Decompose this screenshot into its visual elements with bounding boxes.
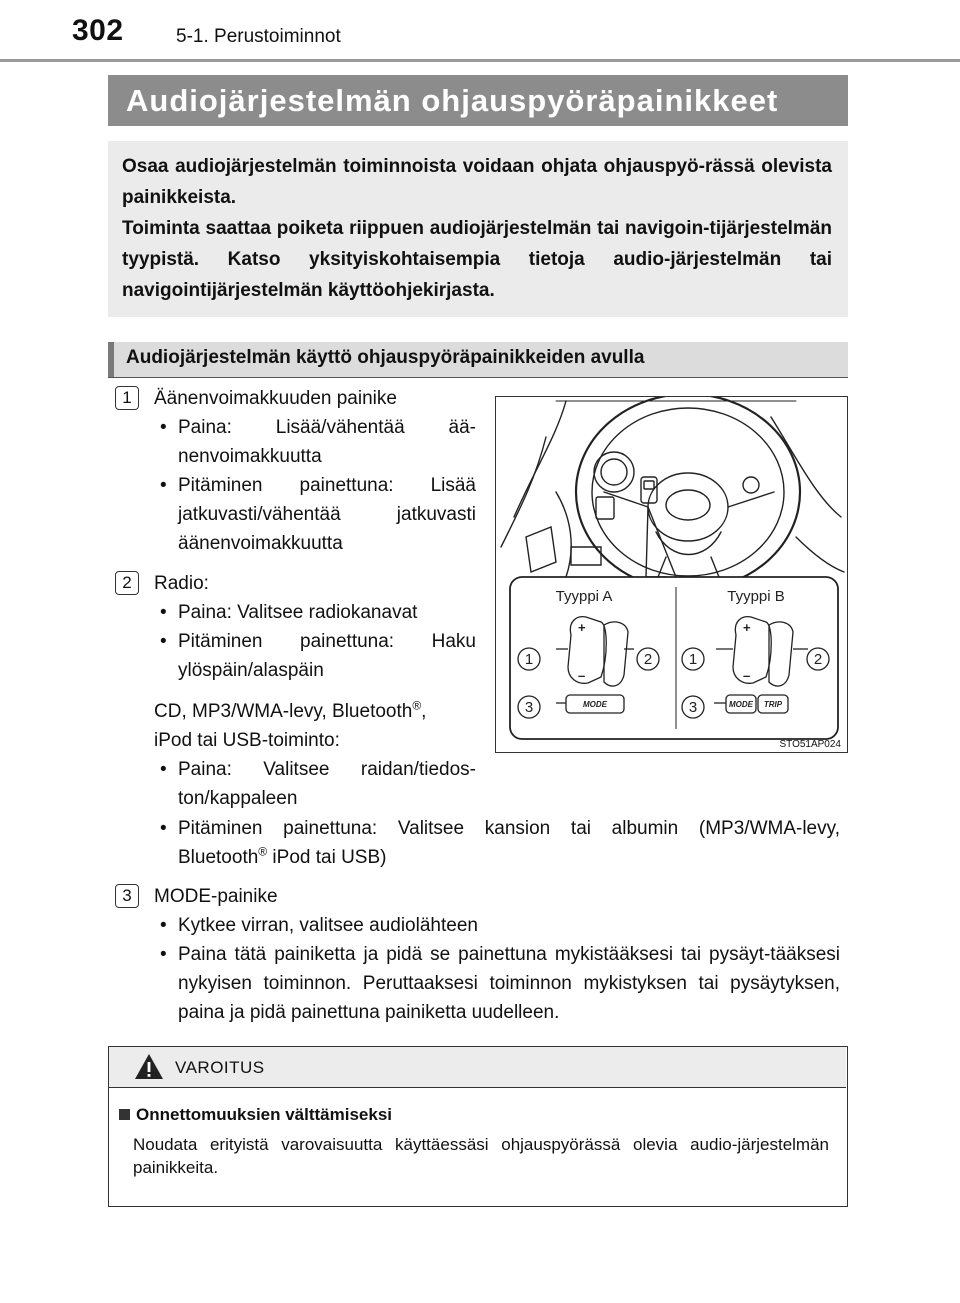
item-2-media-bullets: [154, 755, 476, 813]
item-2-media-bullet-1: • Paina: Valitsee raidan/tiedos-ton/kappaleen: [154, 755, 476, 813]
item-2-media-bullets-wide: [154, 814, 840, 872]
page-number: 302: [72, 14, 124, 47]
square-bullet-icon: [119, 1109, 130, 1120]
item-3-bullet-2: • Paina tätä painiketta ja pidä se painettuna mykistääksesi tai pysäyt-tääksesi nykyisen toiminnon. Peruttaaksesi toiminnon mykistyksen tai pysäytyksen, paina ja pidä painettuna painiketta uudelleen.: [154, 940, 840, 1027]
type-b-label: Tyyppi B: [727, 588, 785, 605]
svg-text:–: –: [743, 668, 751, 683]
item-1: [154, 384, 476, 558]
subsection-divider: [108, 377, 848, 378]
item-2-media: [154, 697, 476, 813]
warning-text: Noudata erityistä varovaisuutta käyttäessäsi ohjauspyörässä olevia audio-järjestelmän painikkeita.: [133, 1135, 829, 1177]
item-2-bullets: [154, 598, 476, 685]
media-title-text: CD, MP3/WMA-levy, Bluetooth: [154, 701, 413, 722]
mode-label-b: MODE: [729, 700, 753, 709]
registered-mark: ®: [412, 698, 422, 713]
item-2-media-bullet-2: [154, 814, 840, 872]
item-3-bullets: [154, 911, 840, 1027]
section-label: 5-1. Perustoiminnot: [176, 26, 341, 47]
type-a-label: Tyyppi A: [555, 588, 613, 605]
intro-paragraph-1: Osaa audiojärjestelmän toiminnoista voidaan ohjata ohjauspyö-rässä olevista painikkeista.: [122, 156, 832, 208]
item-2: [154, 569, 476, 685]
warning-triangle-icon: [133, 1052, 165, 1081]
media-bullet-2-text: Pitäminen painettuna: Valitsee kansion tai albumin (MP3/WMA-levy, Bluetooth: [178, 818, 840, 868]
item-1-badge: 1: [115, 386, 139, 410]
callout-b-3: 3: [688, 699, 698, 716]
item-2-media-title: [154, 697, 476, 726]
item-3: [154, 882, 840, 1027]
warning-subheading: [119, 1105, 392, 1125]
subsection-bar: [108, 342, 848, 377]
warning-subheading-text: Onnettomuuksien välttämiseksi: [136, 1105, 393, 1124]
callout-a-3: 3: [524, 699, 534, 716]
item-2-title: Radio:: [154, 573, 209, 594]
svg-text:–: –: [578, 668, 586, 683]
callout-a-2: 2: [643, 651, 653, 668]
page-title: Audiojärjestelmän ohjauspyöräpainikkeet: [126, 83, 779, 118]
callout-b-1: 1: [688, 651, 698, 668]
steering-wheel-illustration: [496, 397, 846, 751]
item-2-media-title-line2: iPod tai USB-toiminto:: [154, 730, 340, 751]
item-3-title: MODE-painike: [154, 886, 278, 907]
mode-label-a: MODE: [583, 700, 607, 709]
trip-label-b: TRIP: [763, 700, 783, 709]
media-bullet-2-tail: iPod tai USB): [267, 847, 387, 868]
item-1-title: Äänenvoimakkuuden painike: [154, 388, 397, 409]
item-1-bullets: [154, 413, 476, 558]
item-2-media-wide: [154, 814, 840, 872]
item-2-badge: 2: [115, 571, 139, 595]
svg-text:+: +: [743, 620, 751, 635]
header-divider: [0, 59, 960, 62]
subsection-title: Audiojärjestelmän käyttö ohjauspyöräpainikkeiden avulla: [126, 347, 645, 368]
item-1-bullet-1: • Paina: Lisää/vähentää ää-nenvoimakkuutta: [154, 413, 476, 471]
svg-text:+: +: [578, 620, 586, 635]
warning-header: [109, 1047, 846, 1088]
item-2-bullet-2: • Pitäminen painettuna: Haku ylöspäin/alaspäin: [154, 627, 476, 685]
item-3-badge: 3: [115, 884, 139, 908]
registered-mark-2: ®: [258, 844, 268, 859]
intro-text: [122, 151, 832, 306]
item-1-bullet-2: • Pitäminen painettuna: Lisää jatkuvasti/vähentää jatkuvasti äänenvoimakkuutta: [154, 471, 476, 558]
media-title-comma: ,: [421, 701, 427, 722]
title-bar: [108, 75, 848, 126]
callout-a-1: 1: [524, 651, 534, 668]
warning-label: VAROITUS: [175, 1058, 265, 1077]
item-3-bullet-1: • Kytkee virran, valitsee audiolähteen: [154, 911, 840, 940]
intro-paragraph-2: Toiminta saattaa poiketa riippuen audiojärjestelmän tai navigoin-tijärjestelmän tyypistä. Katso yksityiskohtaisempia tietoja audio-järjestelmän tai navigointijärjestelmän käyttöohjekirjasta.: [122, 218, 832, 301]
item-2-bullet-1: • Paina: Valitsee radiokanavat: [154, 598, 476, 627]
intro-box: [108, 141, 848, 317]
figure-code: STO51AP024: [779, 739, 841, 750]
callout-b-2: 2: [813, 651, 823, 668]
warning-box: [108, 1046, 848, 1207]
steering-wheel-figure: [495, 396, 848, 753]
